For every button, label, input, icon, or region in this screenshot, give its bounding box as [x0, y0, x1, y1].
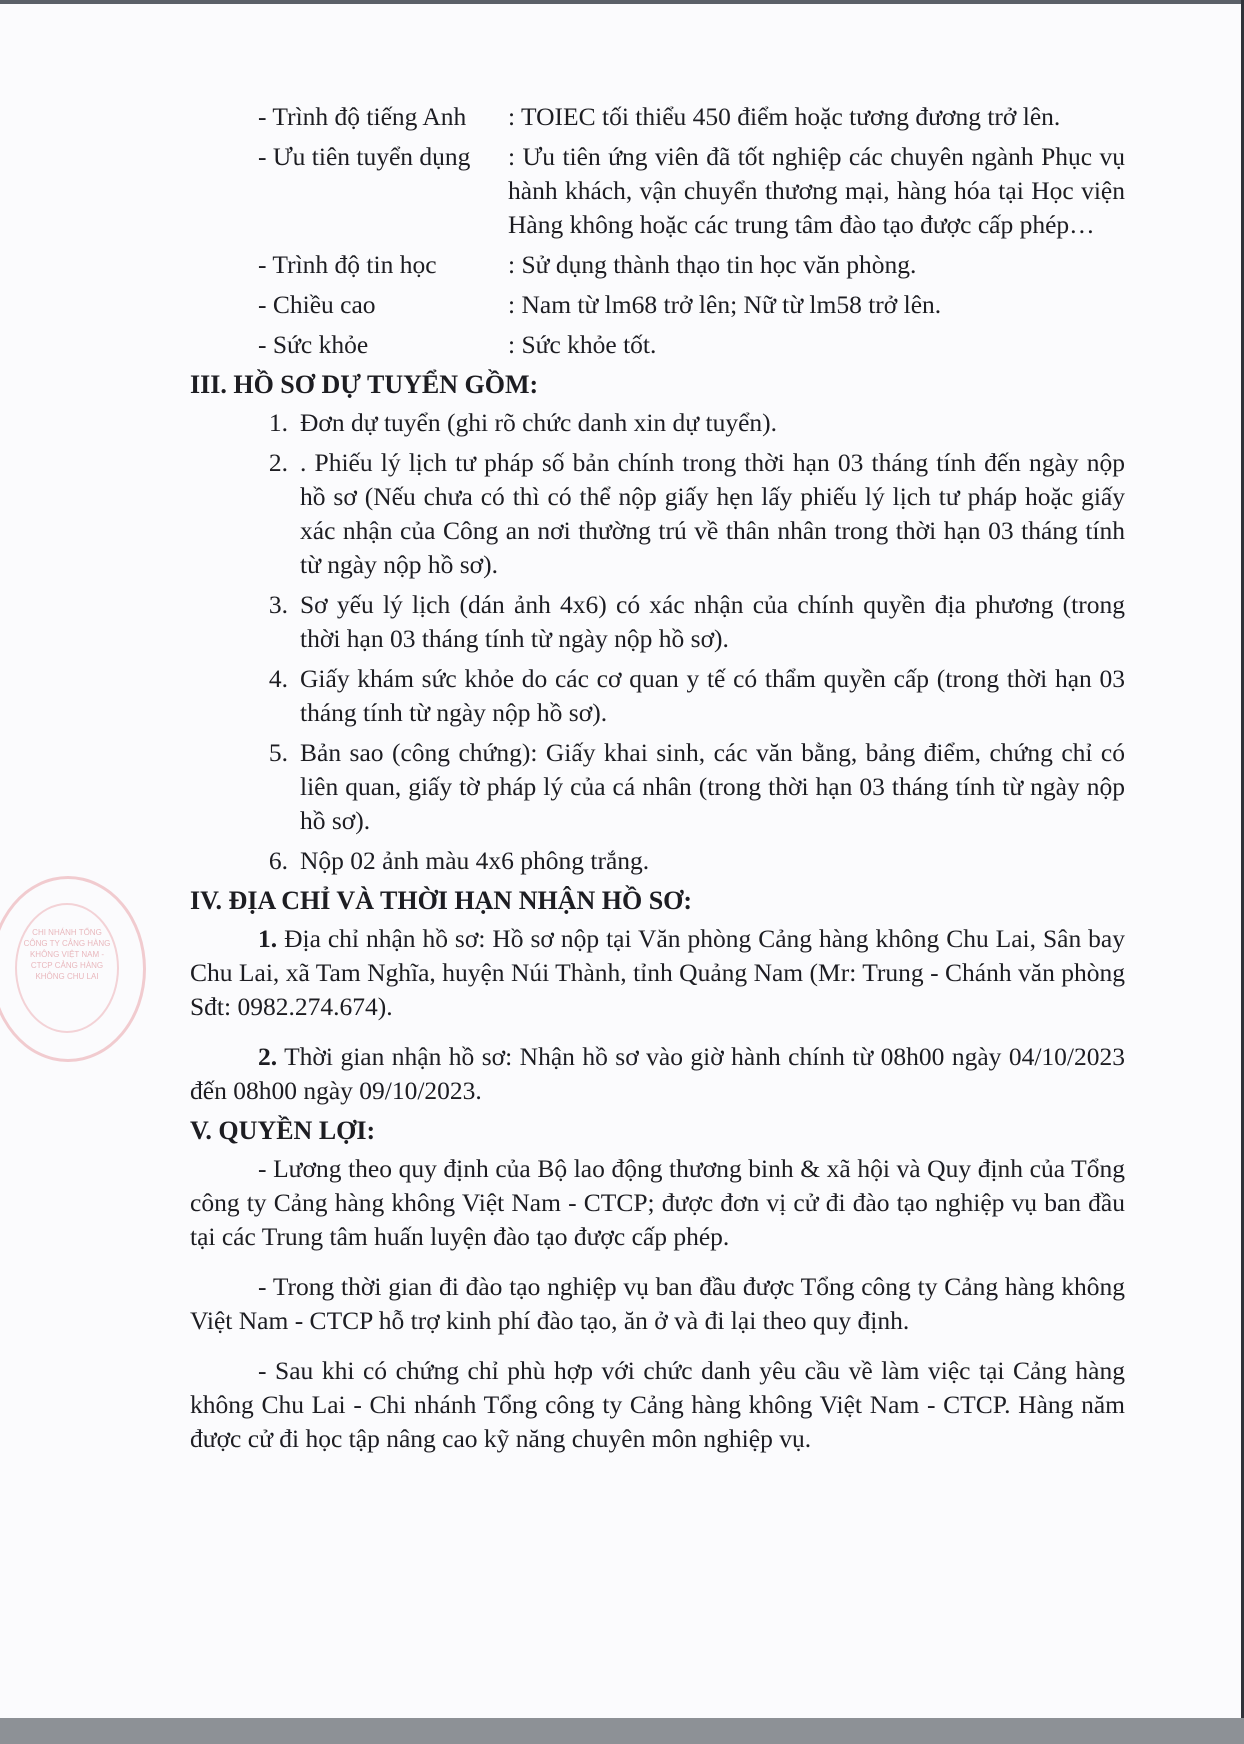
list-item: [190, 662, 1125, 730]
requirement-row: [190, 248, 1125, 282]
list-item: [190, 406, 1125, 440]
item-number: 4.: [268, 664, 288, 693]
red-seal-stamp: [0, 876, 146, 1062]
requirement-value: : Ưu tiên ứng viên đã tốt nghiệp các chuyên ngành Phục vụ hành khách, vận chuyển thương mại, hàng hóa tại Học viện Hàng không hoặc các trung tâm đào tạo được cấp phép…: [508, 142, 1125, 239]
document-body: [190, 100, 1125, 1462]
paragraph-number: 1.: [258, 924, 278, 953]
item-text: Sơ yếu lý lịch (dán ảnh 4x6) có xác nhận của chính quyền địa phương (trong thời hạn 03 tháng tính từ ngày nộp hồ sơ).: [300, 590, 1125, 653]
list-item: [190, 736, 1125, 838]
item-text: Bản sao (công chứng): Giấy khai sinh, các văn bằng, bảng điểm, chứng chỉ có liên quan, giấy tờ pháp lý của cá nhân (trong thời hạn 03 tháng tính từ ngày nộp hồ sơ).: [300, 738, 1125, 835]
benefit-paragraph: - Sau khi có chứng chỉ phù hợp với chức danh yêu cầu về làm việc tại Cảng hàng không Chu Lai - Chi nhánh Tổng công ty Cảng hàng không Việt Nam - CTCP. Hàng năm được cử đi học tập nâng cao kỹ năng chuyên môn nghiệp vụ.: [190, 1356, 1125, 1453]
address-paragraph: [190, 922, 1125, 1024]
requirement-value: : Sức khỏe tốt.: [508, 330, 657, 359]
requirement-row: [190, 328, 1125, 362]
list-item: [190, 844, 1125, 878]
item-number: 3.: [268, 590, 288, 619]
section-4-heading: IV. ĐỊA CHỈ VÀ THỜI HẠN NHẬN HỒ SƠ:: [190, 886, 693, 915]
section-5-heading: V. QUYỀN LỢI:: [190, 1116, 376, 1145]
item-number: 6.: [268, 846, 288, 875]
item-number: 2.: [268, 448, 288, 477]
requirement-row: [190, 140, 1125, 242]
deadline-paragraph: [190, 1040, 1125, 1108]
requirement-label: - Chiều cao: [258, 290, 376, 319]
paragraph-number: 2.: [258, 1042, 278, 1071]
paragraph-text: Địa chỉ nhận hồ sơ: Hồ sơ nộp tại Văn phòng Cảng hàng không Chu Lai, Sân bay Chu Lai, xã Tam Nghĩa, huyện Núi Thành, tỉnh Quảng Nam (Mr: Trung - Chánh văn phòng Sđt: 0982.274.674).: [190, 924, 1125, 1021]
requirements-list: [190, 100, 1125, 362]
item-text: . Phiếu lý lịch tư pháp số bản chính trong thời hạn 03 tháng tính đến ngày nộp hồ sơ (Nếu chưa có thì có thể nộp giấy hẹn lấy phiếu lý lịch tư pháp hoặc giấy xác nhận của Công an nơi thường trú về thân nhân trong thời hạn 03 tháng tính từ ngày nộp hồ sơ).: [300, 448, 1125, 579]
requirement-label: - Ưu tiên tuyển dụng: [258, 142, 471, 171]
requirement-row: [190, 100, 1125, 134]
documents-list: [190, 406, 1125, 878]
benefit-paragraph: - Trong thời gian đi đào tạo nghiệp vụ ban đầu được Tổng công ty Cảng hàng không Việt Nam - CTCP hỗ trợ kinh phí đào tạo, ăn ở và đi lại theo quy định.: [190, 1272, 1125, 1335]
requirement-value: : Sử dụng thành thạo tin học văn phòng.: [508, 250, 917, 279]
item-text: Nộp 02 ảnh màu 4x6 phông trắng.: [300, 846, 650, 875]
section-3-heading: III. HỒ SƠ DỰ TUYỂN GỒM:: [190, 370, 539, 399]
requirement-value: : Nam từ lm68 trở lên; Nữ từ lm58 trở lên.: [508, 290, 942, 319]
item-number: 1.: [268, 408, 288, 437]
requirement-label: - Trình độ tin học: [258, 250, 437, 279]
requirement-label: - Trình độ tiếng Anh: [258, 102, 467, 131]
scan-edge-top: [0, 0, 1244, 4]
seal-text: CHI NHÁNH TỔNG CÔNG TY CẢNG HÀNG KHÔNG VIỆT NAM - CTCP CẢNG HÀNG KHÔNG CHU LAI: [23, 928, 111, 981]
list-item: [190, 588, 1125, 656]
item-text: Giấy khám sức khỏe do các cơ quan y tế có thẩm quyền cấp (trong thời hạn 03 tháng tính từ ngày nộp hồ sơ).: [300, 664, 1125, 727]
item-number: 5.: [268, 738, 288, 767]
paragraph-text: Thời gian nhận hồ sơ: Nhận hồ sơ vào giờ hành chính từ 08h00 ngày 04/10/2023 đến 08h00 ngày 09/10/2023.: [190, 1042, 1125, 1105]
benefit-paragraph: - Lương theo quy định của Bộ lao động thương binh & xã hội và Quy định của Tổng công ty Cảng hàng không Việt Nam - CTCP; được đơn vị cử đi đào tạo nghiệp vụ ban đầu tại các Trung tâm huấn luyện đào tạo được cấp phép.: [190, 1154, 1125, 1251]
scan-edge-bottom: [0, 1718, 1244, 1744]
requirement-value: : TOIEC tối thiểu 450 điểm hoặc tương đương trở lên.: [508, 102, 1061, 131]
item-text: Đơn dự tuyển (ghi rõ chức danh xin dự tuyển).: [300, 408, 778, 437]
requirement-row: [190, 288, 1125, 322]
requirement-label: - Sức khỏe: [258, 330, 369, 359]
list-item: [190, 446, 1125, 582]
